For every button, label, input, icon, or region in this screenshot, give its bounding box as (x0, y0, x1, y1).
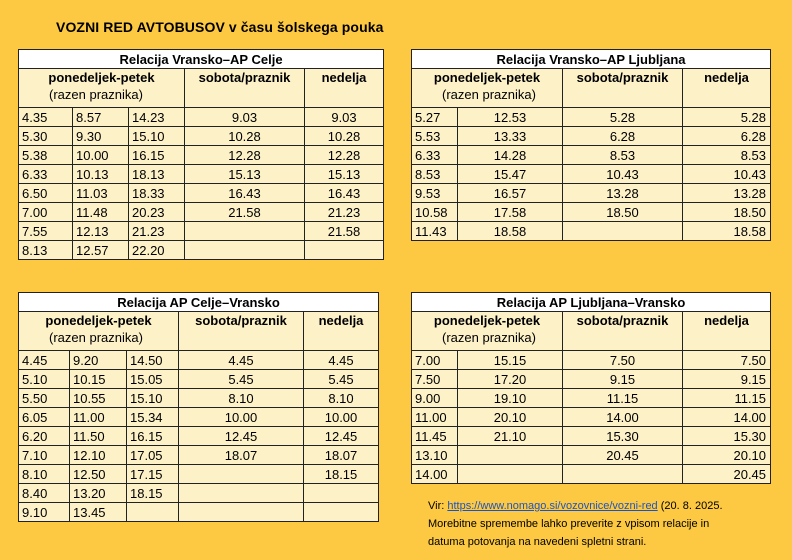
weekday-note: (razen praznika) (49, 87, 143, 102)
departure-time-cell: 11.00 (70, 408, 127, 427)
departure-time-cell: 21.10 (458, 427, 563, 446)
departure-time-cell: 7.00 (412, 351, 458, 370)
departure-time-cell: 9.53 (412, 184, 458, 203)
departure-time-cell: 12.57 (73, 241, 129, 260)
departure-time-cell: 16.43 (185, 184, 305, 203)
departure-time-cell: 10.28 (305, 127, 384, 146)
relation-title: Relacija AP Celje–Vransko (19, 293, 379, 312)
table-row (19, 241, 384, 260)
departure-time-cell: 6.05 (19, 408, 70, 427)
departure-time-cell: 8.40 (19, 484, 70, 503)
saturday-header: sobota/praznik (185, 69, 305, 108)
departure-time-cell (305, 241, 384, 260)
timetable-vransko-ljubljana (411, 49, 771, 241)
table-row (412, 446, 771, 465)
departure-time-cell: 12.28 (305, 146, 384, 165)
table-row (19, 446, 379, 465)
departure-time-cell: 14.00 (683, 408, 771, 427)
weekday-label: ponedeljek-petek (433, 313, 541, 328)
departure-time-cell: 22.20 (129, 241, 185, 260)
departure-time-cell: 10.13 (73, 165, 129, 184)
departure-time-cell: 15.10 (127, 389, 179, 408)
departure-time-cell: 12.10 (70, 446, 127, 465)
table-row (19, 127, 384, 146)
departure-time-cell: 10.43 (563, 165, 683, 184)
departure-time-cell: 17.20 (458, 370, 563, 389)
saturday-header: sobota/praznik (563, 69, 683, 108)
departure-time-cell: 20.45 (563, 446, 683, 465)
source-note-line2: datuma potovanja na navedeni spletni strani. (428, 536, 647, 548)
departure-time-cell: 11.15 (683, 389, 771, 408)
departure-time-cell: 12.45 (179, 427, 304, 446)
departure-time-cell: 12.50 (70, 465, 127, 484)
departure-time-cell: 13.10 (412, 446, 458, 465)
departure-time-cell: 9.15 (563, 370, 683, 389)
departure-time-cell: 11.03 (73, 184, 129, 203)
departure-time-cell: 11.00 (412, 408, 458, 427)
departure-time-cell: 20.10 (458, 408, 563, 427)
departure-time-cell: 16.43 (305, 184, 384, 203)
departure-time-cell: 8.10 (304, 389, 379, 408)
sunday-header: nedelja (683, 69, 771, 108)
departure-time-cell: 18.50 (683, 203, 771, 222)
departure-time-cell: 5.53 (412, 127, 458, 146)
departure-time-cell: 5.28 (563, 108, 683, 127)
departure-time-cell: 6.33 (19, 165, 73, 184)
weekday-header (19, 312, 179, 351)
departure-time-cell: 6.33 (412, 146, 458, 165)
departure-time-cell: 7.50 (412, 370, 458, 389)
departure-time-cell: 8.10 (19, 465, 70, 484)
departure-time-cell: 10.58 (412, 203, 458, 222)
table-row (19, 165, 384, 184)
departure-time-cell (304, 484, 379, 503)
weekday-label: ponedeljek-petek (45, 313, 152, 328)
timetable-ljubljana-vransko (411, 292, 771, 484)
weekday-note: (razen praznika) (442, 87, 536, 102)
departure-time-cell: 9.03 (185, 108, 305, 127)
sunday-header: nedelja (305, 69, 384, 108)
table-row (412, 465, 771, 484)
departure-time-cell: 16.15 (129, 146, 185, 165)
departure-time-cell (458, 465, 563, 484)
departure-time-cell: 17.05 (127, 446, 179, 465)
departure-time-cell: 4.45 (304, 351, 379, 370)
departure-time-cell: 18.50 (563, 203, 683, 222)
departure-time-cell (179, 503, 304, 522)
departure-time-cell: 14.50 (127, 351, 179, 370)
departure-time-cell: 19.10 (458, 389, 563, 408)
table-row (19, 503, 379, 522)
departure-time-cell: 13.28 (683, 184, 771, 203)
departure-time-cell: 9.00 (412, 389, 458, 408)
departure-time-cell: 21.23 (129, 222, 185, 241)
departure-time-cell: 5.45 (304, 370, 379, 389)
departure-time-cell: 15.15 (458, 351, 563, 370)
departure-time-cell: 6.28 (563, 127, 683, 146)
table-row (412, 127, 771, 146)
departure-time-cell: 13.20 (70, 484, 127, 503)
departure-time-cell (458, 446, 563, 465)
departure-time-cell (304, 503, 379, 522)
weekday-label: ponedeljek-petek (48, 70, 155, 85)
departure-time-cell: 7.10 (19, 446, 70, 465)
departure-time-cell: 8.53 (683, 146, 771, 165)
departure-time-cell: 11.50 (70, 427, 127, 446)
table-row (412, 389, 771, 408)
table-row (412, 370, 771, 389)
departure-time-cell: 15.34 (127, 408, 179, 427)
departure-time-cell: 4.45 (19, 351, 70, 370)
departure-time-cell: 9.20 (70, 351, 127, 370)
departure-time-cell: 18.58 (683, 222, 771, 241)
timetable-body (412, 351, 771, 484)
departure-time-cell: 15.10 (129, 127, 185, 146)
departure-time-cell: 20.10 (683, 446, 771, 465)
departure-time-cell: 10.15 (70, 370, 127, 389)
departure-time-cell: 5.38 (19, 146, 73, 165)
departure-time-cell: 10.00 (304, 408, 379, 427)
page-title: VOZNI RED AVTOBUSOV v času šolskega pouka (56, 19, 384, 35)
departure-time-cell: 18.58 (458, 222, 563, 241)
timetable-body (19, 351, 379, 522)
saturday-header: sobota/praznik (179, 312, 304, 351)
departure-time-cell (563, 465, 683, 484)
table-row (412, 108, 771, 127)
table-row (412, 203, 771, 222)
departure-time-cell: 9.15 (683, 370, 771, 389)
departure-time-cell: 18.13 (129, 165, 185, 184)
departure-time-cell: 15.30 (683, 427, 771, 446)
table-row (412, 408, 771, 427)
departure-time-cell: 18.07 (179, 446, 304, 465)
departure-time-cell: 15.30 (563, 427, 683, 446)
departure-time-cell: 13.33 (458, 127, 563, 146)
weekday-header (412, 69, 563, 108)
table-row (19, 465, 379, 484)
departure-time-cell: 21.58 (305, 222, 384, 241)
departure-time-cell: 7.50 (563, 351, 683, 370)
departure-time-cell: 8.53 (563, 146, 683, 165)
source-link[interactable]: https://www.nomago.si/vozovnice/vozni-red (447, 500, 658, 512)
departure-time-cell: 10.43 (683, 165, 771, 184)
weekday-note: (razen praznika) (49, 330, 143, 345)
table-row (19, 427, 379, 446)
source-line (428, 497, 783, 515)
departure-time-cell: 14.00 (563, 408, 683, 427)
departure-time-cell: 15.13 (305, 165, 384, 184)
departure-time-cell: 8.13 (19, 241, 73, 260)
departure-time-cell: 14.23 (129, 108, 185, 127)
departure-time-cell: 10.55 (70, 389, 127, 408)
departure-time-cell: 7.50 (683, 351, 771, 370)
departure-time-cell: 8.53 (412, 165, 458, 184)
table-row (412, 222, 771, 241)
departure-time-cell: 10.00 (179, 408, 304, 427)
departure-time-cell: 4.45 (179, 351, 304, 370)
departure-time-cell: 5.45 (179, 370, 304, 389)
departure-time-cell: 16.57 (458, 184, 563, 203)
source-date: (20. 8. 2025. (657, 500, 723, 512)
weekday-note: (razen praznika) (442, 330, 536, 345)
departure-time-cell: 5.28 (683, 108, 771, 127)
departure-time-cell: 6.28 (683, 127, 771, 146)
departure-time-cell: 14.28 (458, 146, 563, 165)
table-row (19, 408, 379, 427)
source-note (428, 497, 783, 551)
table-row (19, 108, 384, 127)
departure-time-cell: 6.20 (19, 427, 70, 446)
table-row (19, 389, 379, 408)
table-row (412, 165, 771, 184)
departure-time-cell: 18.15 (304, 465, 379, 484)
departure-time-cell: 21.23 (305, 203, 384, 222)
departure-time-cell: 12.28 (185, 146, 305, 165)
timetable-body (412, 108, 771, 241)
weekday-label: ponedeljek-petek (433, 70, 541, 85)
departure-time-cell: 9.10 (19, 503, 70, 522)
saturday-header: sobota/praznik (563, 312, 683, 351)
departure-time-cell (127, 503, 179, 522)
table-row (19, 203, 384, 222)
table-row (19, 184, 384, 203)
weekday-header (412, 312, 563, 351)
departure-time-cell: 7.00 (19, 203, 73, 222)
timetable-celje-vransko (18, 292, 379, 522)
departure-time-cell: 11.48 (73, 203, 129, 222)
source-note-line1: Morebitne spremembe lahko preverite z vpisom relacije in (428, 518, 710, 530)
relation-title: Relacija Vransko–AP Ljubljana (412, 50, 771, 69)
departure-time-cell: 18.15 (127, 484, 179, 503)
departure-time-cell: 16.15 (127, 427, 179, 446)
timetable-vransko-celje (18, 49, 384, 260)
table-row (19, 351, 379, 370)
departure-time-cell: 7.55 (19, 222, 73, 241)
departure-time-cell: 8.57 (73, 108, 129, 127)
departure-time-cell: 17.58 (458, 203, 563, 222)
table-row (412, 427, 771, 446)
departure-time-cell: 5.50 (19, 389, 70, 408)
sunday-header: nedelja (304, 312, 379, 351)
departure-time-cell: 15.47 (458, 165, 563, 184)
relation-title: Relacija Vransko–AP Celje (19, 50, 384, 69)
departure-time-cell: 6.50 (19, 184, 73, 203)
departure-time-cell: 12.45 (304, 427, 379, 446)
source-prefix: Vir: (428, 500, 448, 512)
table-row (412, 184, 771, 203)
departure-time-cell: 17.15 (127, 465, 179, 484)
table-row (19, 370, 379, 389)
departure-time-cell: 8.10 (179, 389, 304, 408)
departure-time-cell: 13.28 (563, 184, 683, 203)
departure-time-cell: 15.13 (185, 165, 305, 184)
table-row (412, 351, 771, 370)
departure-time-cell (563, 222, 683, 241)
sunday-header: nedelja (683, 312, 771, 351)
departure-time-cell: 5.30 (19, 127, 73, 146)
departure-time-cell: 11.15 (563, 389, 683, 408)
timetable-body (19, 108, 384, 260)
departure-time-cell (185, 241, 305, 260)
departure-time-cell: 12.53 (458, 108, 563, 127)
departure-time-cell: 4.35 (19, 108, 73, 127)
weekday-header (19, 69, 185, 108)
departure-time-cell: 5.27 (412, 108, 458, 127)
departure-time-cell (179, 484, 304, 503)
departure-time-cell: 21.58 (185, 203, 305, 222)
departure-time-cell: 12.13 (73, 222, 129, 241)
table-row (19, 146, 384, 165)
departure-time-cell: 18.33 (129, 184, 185, 203)
relation-title: Relacija AP Ljubljana–Vransko (412, 293, 771, 312)
departure-time-cell: 18.07 (304, 446, 379, 465)
departure-time-cell: 14.00 (412, 465, 458, 484)
departure-time-cell: 20.23 (129, 203, 185, 222)
departure-time-cell: 13.45 (70, 503, 127, 522)
departure-time-cell: 11.43 (412, 222, 458, 241)
departure-time-cell: 9.03 (305, 108, 384, 127)
departure-time-cell: 10.28 (185, 127, 305, 146)
departure-time-cell: 20.45 (683, 465, 771, 484)
departure-time-cell: 11.45 (412, 427, 458, 446)
departure-time-cell (179, 465, 304, 484)
table-row (412, 146, 771, 165)
table-row (19, 222, 384, 241)
table-row (19, 484, 379, 503)
departure-time-cell: 5.10 (19, 370, 70, 389)
departure-time-cell (185, 222, 305, 241)
departure-time-cell: 15.05 (127, 370, 179, 389)
departure-time-cell: 9.30 (73, 127, 129, 146)
departure-time-cell: 10.00 (73, 146, 129, 165)
